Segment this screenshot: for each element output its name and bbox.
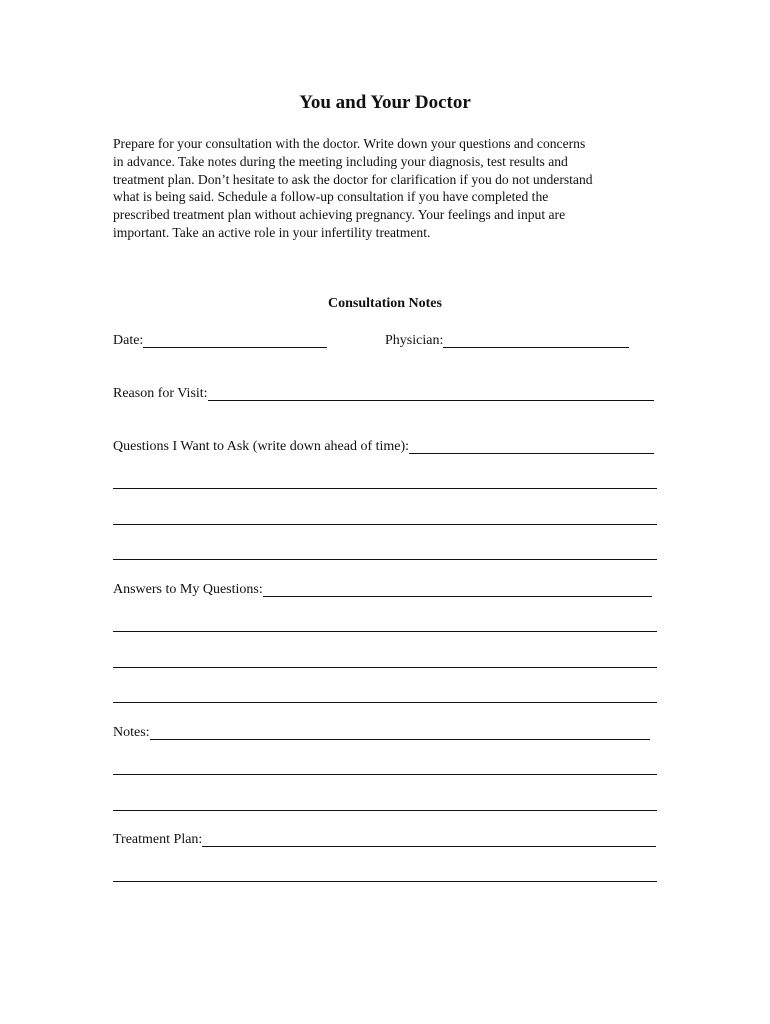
notes-label: Notes: xyxy=(113,725,150,740)
answers-field xyxy=(113,582,652,598)
notes-field xyxy=(113,725,650,741)
questions-label: Questions I Want to Ask (write down ahead of time): xyxy=(113,439,410,454)
questions-input-line[interactable] xyxy=(409,441,654,454)
answers-line-1[interactable] xyxy=(113,631,657,632)
reason-input-line[interactable] xyxy=(208,388,654,401)
page-title: You and Your Doctor xyxy=(299,92,471,113)
physician-field xyxy=(385,333,629,349)
date-label: Date: xyxy=(113,333,144,348)
notes-input-line[interactable] xyxy=(150,727,650,740)
notes-line-1[interactable] xyxy=(113,774,657,775)
treatment-plan-label: Treatment Plan: xyxy=(113,832,203,847)
date-input-line[interactable] xyxy=(143,335,327,348)
answers-label: Answers to My Questions: xyxy=(113,582,263,597)
reason-field xyxy=(113,386,654,402)
answers-line-3[interactable] xyxy=(113,702,657,703)
answers-line-2[interactable] xyxy=(113,667,657,668)
intro-paragraph: Prepare for your consultation with the doctor. Write down your questions and concerns in advance. Take notes during the meeting including your diagnosis, test results and treatment plan. Don’t hesitate to ask the doctor for clarification if you do not understand what is being said. Schedule a follow-up consultation if you have completed the prescribed treatment plan without achieving pregnancy. Your feelings and input are important. Take an active role in your infertility treatment. xyxy=(113,136,593,240)
date-field xyxy=(113,333,327,349)
reason-label: Reason for Visit: xyxy=(113,386,208,401)
questions-line-3[interactable] xyxy=(113,559,657,560)
questions-line-2[interactable] xyxy=(113,524,657,525)
questions-field xyxy=(113,439,654,455)
physician-label: Physician: xyxy=(385,333,444,348)
physician-input-line[interactable] xyxy=(443,335,629,348)
treatment-plan-input-line[interactable] xyxy=(202,834,656,847)
questions-line-1[interactable] xyxy=(113,488,657,489)
notes-line-2[interactable] xyxy=(113,810,657,811)
treatment-plan-line-1[interactable] xyxy=(113,881,657,882)
answers-input-line[interactable] xyxy=(263,584,652,597)
section-title: Consultation Notes xyxy=(328,296,442,311)
treatment-plan-field xyxy=(113,832,656,848)
